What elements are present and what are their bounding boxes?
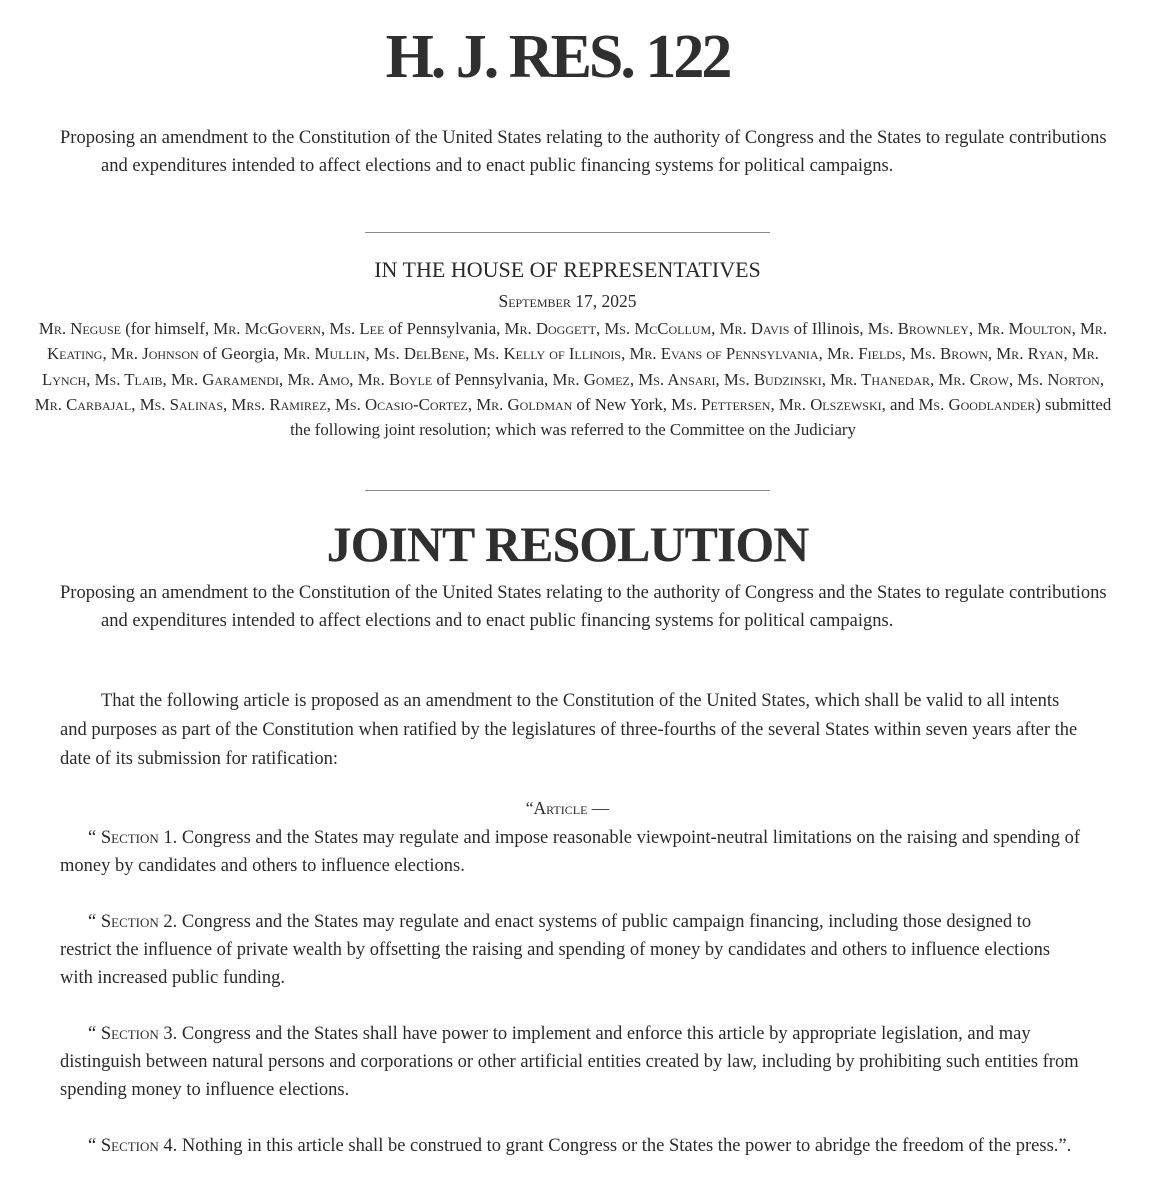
resolution-summary: Proposing an amendment to the Constitution of the United States relating to the authority of Congress and the States to regulate contributions and expenditures intended to affect elections and to enact public financing systems for political campaigns. [60,583,1107,631]
sponsor-name: Mr. Mullin [283,344,366,364]
sponsor-name: Mr. Garamendi [170,369,280,389]
chamber-heading: IN THE HOUSE OF REPRESENTATIVES [374,257,761,282]
sponsor-name: Mr. Boyle [357,369,433,389]
divider-top [365,232,770,233]
sponsor-name: Ms. Tlaib [94,369,163,389]
divider-bottom [365,490,770,491]
section-label: Section 1. [100,828,178,848]
sponsor-name: Ms. Norton [1017,369,1100,389]
sponsor-name: Mr. Doggett [504,319,596,338]
sponsor-name: Mr. Evans of Pennsylvania [629,344,819,364]
sponsor-name: Ms. DelBene [373,344,466,364]
sponsor-name: Mr. Thanedar [830,369,931,389]
section-label: Section 3. [100,1024,178,1044]
sponsor-name: Mr. Gomez [552,369,630,389]
sponsor-name: Mr. Carbajal [34,394,132,414]
sponsor-name: Mr. Lynch [41,344,1099,389]
article-heading: “Article — [525,798,610,818]
section-text: Congress and the States shall have power to implement and enforce this article by appropriate legislation, and may distinguish between natural persons and corporations or other artificial entities created by law, including by prohibiting such entities from spending money to influence elections. [60,1024,1079,1100]
section-label: Section 4. [100,1136,178,1156]
sponsor-name: Mr. Olszewski [778,394,882,414]
sponsors-paragraph: Mr. Neguse (for himself, Mr. McGovern, Ms. Lee of Pennsylvania, Mr. Doggett, Ms. McCollum, Mr. Davis of Illinois, Ms. Brownley, Mr. Moulton, Mr. Keating, Mr. Johnson of Georgia, Mr. Mullin, Ms. DelBene, Ms. Kelly of Illinois, Mr. Evans of Pennsylvania, Mr. Fields, Ms. Brown, Mr. Ryan, Mr. Lynch, Ms. Tlaib, Mr. Garamendi, Mr. Amo, Mr. Boyle of Pennsylvania, Mr. Gomez, Ms. Ansari, Ms. Budzinski, Mr. Thanedar, Mr. Crow, Ms. Norton, Mr. Carbajal, Ms. Salinas, Mrs. Ramirez, Ms. Ocasio-Cortez, Mr. Goldman of New York, Ms. Pettersen, Mr. Olszewski, and Ms. Goodlander) submitted the following joint resolution; which was referred to the Committee on the Judiciary [34,319,1112,440]
section-1: “ Section 1. Congress and the States may regulate and impose reasonable viewpoint-neutral limitations on the raising and spending of money by candidates and others to influence elections. [60,828,1080,876]
sponsor-name: Mr. Davis [719,319,790,338]
sponsor-name: Mr. Johnson [110,344,199,364]
sponsor-name: Mr. Goldman [476,394,573,414]
sponsor-name: Mr. Ryan [996,344,1064,364]
sponsor-name: Mr. Keating [47,319,1108,364]
sponsor-name: Mr. Fields [826,344,902,364]
sponsor-name: Ms. Goodlander [918,394,1036,414]
section-3: “ Section 3. Congress and the States shall have power to implement and enforce this article by appropriate legislation, and may distinguish between natural persons and corporations or other artificial entities created by law, including by prohibiting such entities from spending money to influence elections. [60,1024,1079,1100]
section-2: “ Section 2. Congress and the States may regulate and enact systems of public campaign financing, including those designed to restrict the influence of private wealth by offsetting the raising and spending of money by candidates and others to influence elections with increased public funding. [60,912,1051,988]
sponsor-name: Ms. Budzinski [723,369,822,389]
sponsor-name: Mrs. Ramirez [231,394,327,414]
sponsor-name: Ms. Lee [329,319,385,338]
sponsor-name: Ms. Kelly of Illinois [473,344,622,364]
sponsor-name: Ms. Brownley [867,319,969,338]
sponsor-name: Ms. Ansari [638,369,716,389]
section-4: “ Section 4. Nothing in this article shall be construed to grant Congress or the States the power to abridge the freedom of the press.”. [88,1136,1072,1156]
sponsor-name: Mr. Neguse [38,319,122,338]
section-label: Section 2. [100,912,178,932]
sponsor-name: Mr. Crow [938,369,1009,389]
sponsor-name: Ms. Brown [910,344,988,364]
resolving-clause: That the following article is proposed as an amendment to the Constitution of the United States, which shall be valid to all intents and purposes as part of the Constitution when ratified by the legislatures of three-fourths of the several States within seven years after the date of its submission for ratification: [60,691,1078,769]
section-text: Nothing in this article shall be construed to grant Congress or the States the power to abridge the freedom of the press.”. [177,1136,1072,1156]
title-summary: Proposing an amendment to the Constitution of the United States relating to the authority of Congress and the States to regulate contributions and expenditures intended to affect elections and to enact public financing systems for political campaigns. [60,128,1107,176]
sponsor-name: Ms. Pettersen [671,394,771,414]
introduction-date: September 17, 2025 [498,291,637,311]
sponsor-name: Mr. Amo [287,369,350,389]
sponsor-name: Ms. Ocasio-Cortez [334,394,468,414]
section-text: Congress and the States may regulate and impose reasonable viewpoint-neutral limitations on the raising and spending of money by candidates and others to influence elections. [60,828,1080,876]
joint-resolution-title: JOINT RESOLUTION [326,516,809,572]
section-text: Congress and the States may regulate and enact systems of public campaign financing, including those designed to restrict the influence of private wealth by offsetting the raising and spending of money by candidates and others to influence elections with increased public funding. [60,912,1051,988]
bill-number: H. J. RES. 122 [385,23,730,91]
sponsor-name: Ms. McCollum [604,319,712,338]
sponsor-name: Mr. McGovern [213,319,321,338]
sponsor-name: Ms. Salinas [139,394,224,414]
sponsor-name: Mr. Moulton [977,319,1072,338]
